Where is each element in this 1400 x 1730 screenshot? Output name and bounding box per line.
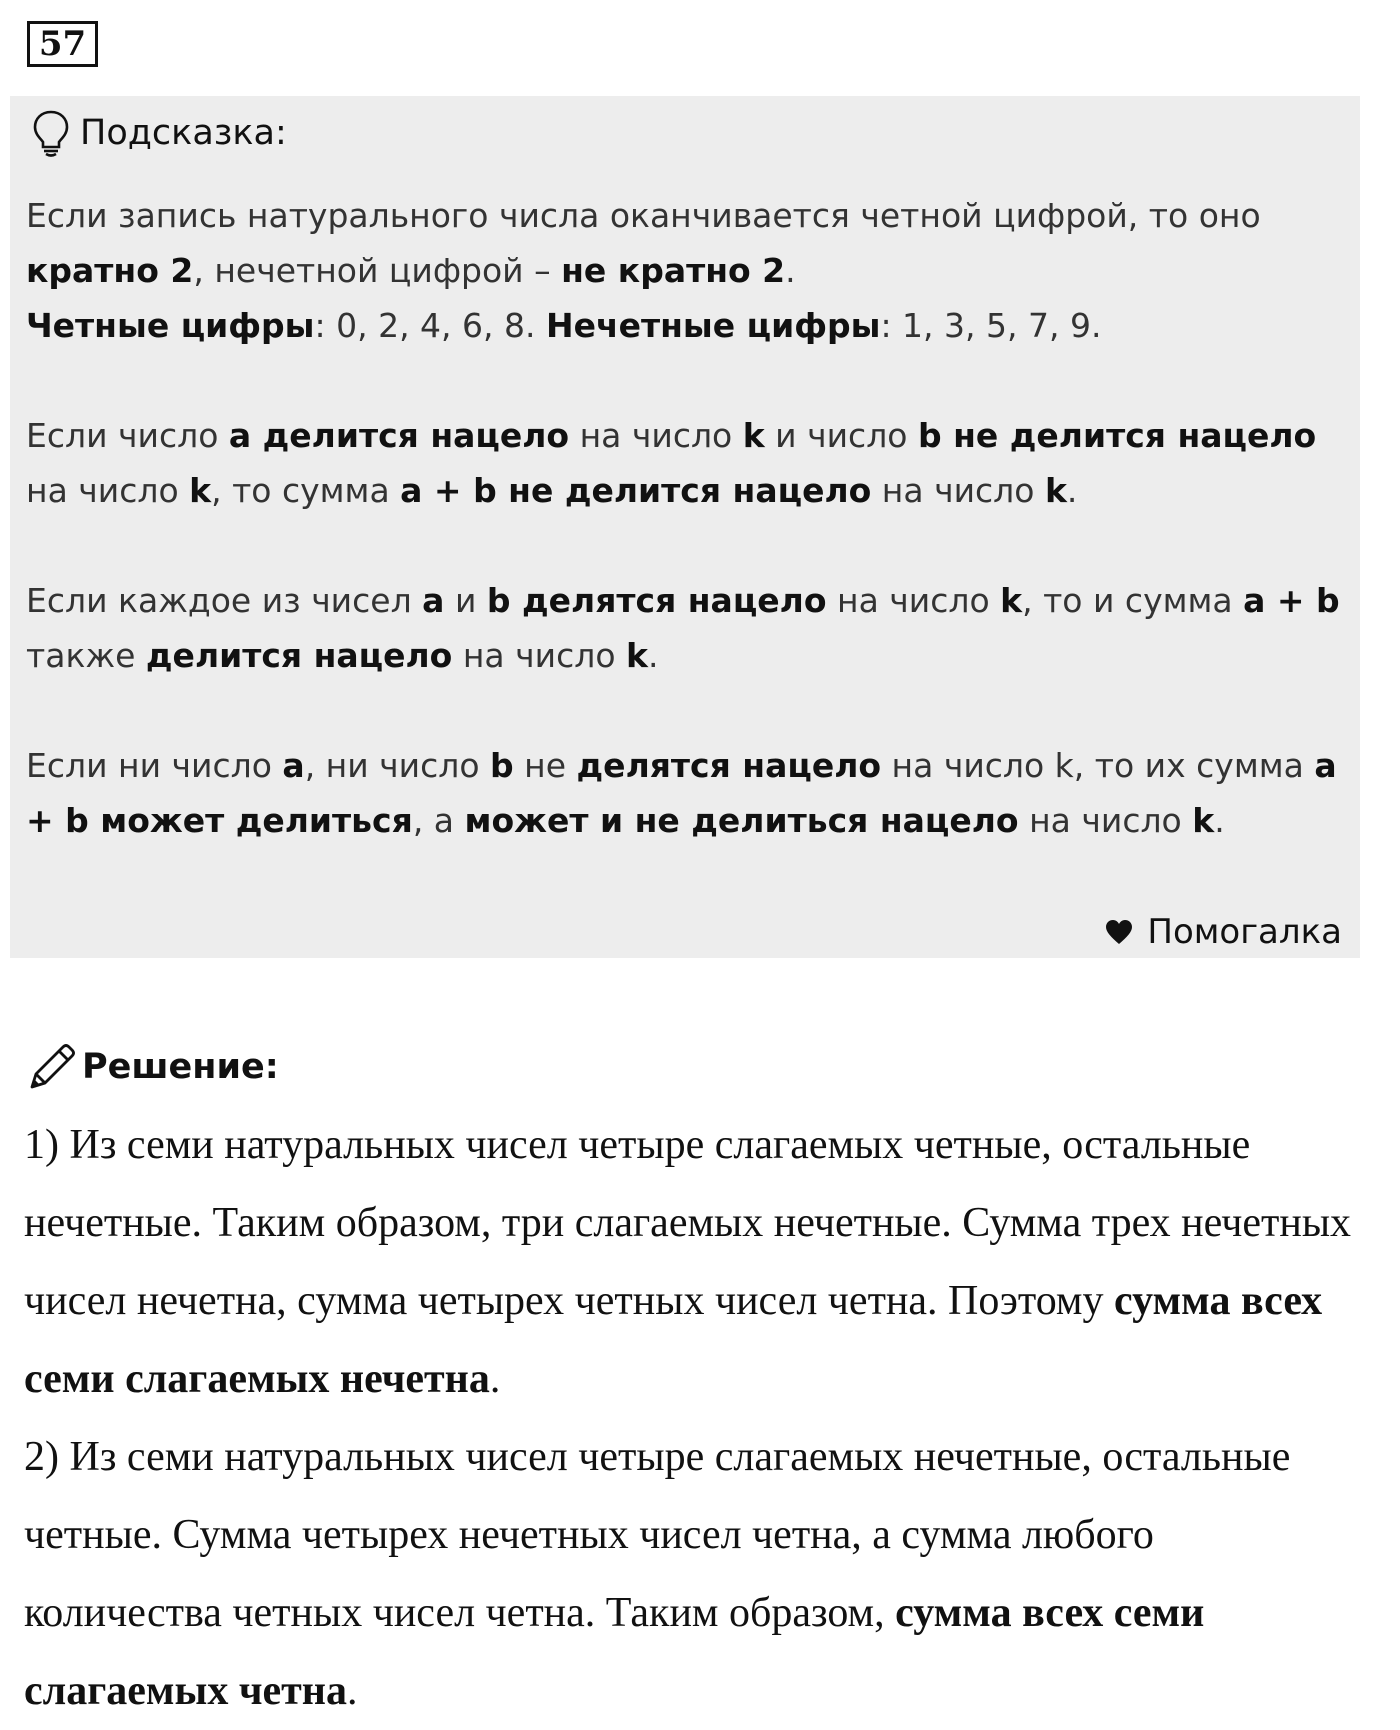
hint-paragraph: Если запись натурального числа оканчивается четной цифрой, то оно кратно 2, нечетной цифрой – не кратно 2. Четные цифры: 0, 2, 4, 6, 8. Нечетные цифры: 1, 3, 5, 7, 9. [26,196,1261,345]
hint-title: Подсказка: [80,113,287,153]
hint-paragraph: Если ни число a, ни число b не делятся нацело на число k, то их сумма a + b может делиться, а может и не делиться нацело на число k. [26,746,1337,840]
solution-text [24,1106,1354,1730]
hint-box [10,96,1360,958]
pencil-icon [26,1041,76,1093]
hint-text [26,188,1356,848]
lightbulb-icon [32,109,70,157]
brand-name: Помогалка [1147,912,1342,952]
solution-paragraph: 2) Из семи натуральных чисел четыре слагаемых нечетные, остальные четные. Сумма четырех нечетных чисел четна, а сумма любого количества четных чисел четна. Таким образом, сумма всех семи слагаемых четна. [24,1434,1291,1714]
task-number: 57 [27,21,98,67]
hint-header [32,106,287,160]
solution-header [26,1038,279,1096]
hint-paragraph: Если каждое из чисел a и b делятся нацело на число k, то и сумма a + b также делится нацело на число k. [26,581,1340,675]
heart-icon [1105,919,1133,945]
brand-label [1105,912,1342,952]
solution-paragraph: 1) Из семи натуральных чисел четыре слагаемых четные, остальные нечетные. Таким образом, три слагаемых нечетные. Сумма трех нечетных чисел нечетна, сумма четырех четных чисел четна. Поэтому сумма всех семи слагаемых нечетна. [24,1122,1352,1402]
hint-paragraph: Если число a делится нацело на число k и число b не делится нацело на число k, то сумма a + b не делится нацело на число k. [26,416,1317,510]
solution-title: Решение: [82,1047,279,1087]
